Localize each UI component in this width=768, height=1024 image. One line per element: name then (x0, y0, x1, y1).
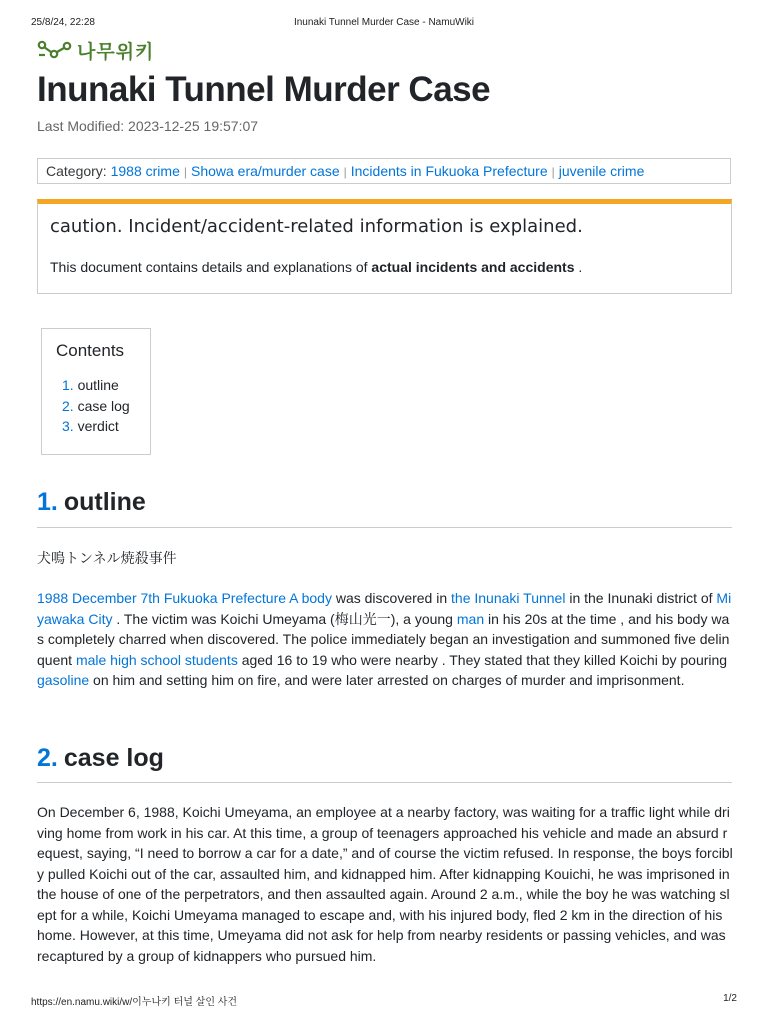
inline-link[interactable]: man (456, 610, 485, 627)
print-datetime: 25/8/24, 22:28 (31, 17, 95, 28)
toc-title: Contents (56, 341, 125, 360)
namuwiki-logo[interactable] (37, 37, 154, 63)
paragraph-text: was discovered in (331, 590, 452, 606)
paragraph-text: . The victim was Koichi Umeyama (梅山光一), a young (112, 610, 457, 627)
paragraph-text: in the Inunaki district of (565, 590, 717, 606)
category-box (37, 158, 731, 184)
section-title: case log (63, 744, 164, 772)
section-number[interactable]: 2. (37, 744, 58, 772)
section-number[interactable]: 1. (37, 488, 58, 516)
logo-text: 나무위키 (77, 40, 155, 63)
section-heading-case-log (37, 744, 732, 783)
toc-label: case log (77, 397, 130, 414)
category-separator: | (183, 165, 187, 179)
japanese-title: 犬鳴トンネル焼殺事件 (37, 551, 177, 567)
namuwiki-tree-icon (37, 39, 73, 61)
toc-item-outline[interactable] (56, 375, 136, 396)
category-link-1988-crime[interactable]: 1988 crime (110, 163, 180, 179)
category-link-fukuoka-incidents[interactable]: Incidents in Fukuoka Prefecture (350, 163, 548, 179)
caution-text-before: This document contains details and explanations of (50, 259, 372, 275)
page-title: Inunaki Tunnel Murder Case (37, 70, 491, 109)
print-header (0, 17, 768, 31)
caution-notice (37, 199, 732, 294)
category-label: Category: (46, 163, 107, 179)
inline-link[interactable]: male high school students (75, 651, 238, 668)
toc-label: verdict (77, 418, 119, 434)
print-page-title: Inunaki Tunnel Murder Case - NamuWiki (293, 17, 475, 28)
category-link-showa-murder[interactable]: Showa era/murder case (190, 163, 340, 179)
outline-paragraph (37, 588, 733, 691)
caution-text-bold: actual incidents and accidents (371, 259, 575, 275)
inline-link[interactable]: gasoline (37, 672, 90, 688)
paragraph-text: on him and setting him on fire, and were later arrested on charges of murder and imprisonment. (89, 672, 685, 688)
case-log-paragraph: On December 6, 1988, Koichi Umeyama, an employee at a nearby factory, was waiting for a traffic light while driving home from work in his car. At this time, a group of teenagers approached his vehicle and made an absurd request, saying, “I need to borrow a car for a date,” and of course the victim refused. In response, the boys forcibly pulled Koichi out of the car, assaulted him, and kidnapped him. After kidnapping Kouichi, he was imprisoned in the house of one of the perpetrators, and then assaulted again. Around 2 a.m., while the boy he was watching slept for a while, Koichi Umeyama managed to escape and, with his injured body, fled 2 km in the direction of his home. However, at this time, Umeyama did not ask for help from nearby residents or passing vehicles, and was recaptured by a group of kidnappers who pursued him. (37, 804, 733, 964)
category-link-juvenile-crime[interactable]: juvenile crime (558, 163, 645, 179)
section-heading-outline (37, 488, 732, 528)
inline-link[interactable]: 1988 December 7th Fukuoka Prefecture A body (37, 590, 332, 606)
section-title: outline (63, 488, 146, 516)
category-separator: | (343, 165, 347, 179)
category-separator: | (551, 165, 555, 179)
toc-item-verdict[interactable] (56, 416, 136, 437)
print-page-number: 1/2 (723, 993, 737, 1004)
caution-title: caution. Incident/accident-related information is explained. (50, 216, 583, 237)
toc-label: outline (77, 377, 119, 393)
toc-number[interactable]: 2. (62, 397, 74, 414)
paragraph-text: in his 20s at the time , and his body was completely charred when discovered. The police immediately began an investigation and summoned five delinquent (37, 610, 730, 668)
inline-link[interactable]: the Inunaki Tunnel (451, 590, 566, 606)
print-url: https://en.namu.wiki/w/이누나키 터널 살인 사건 (31, 997, 238, 1008)
inline-link[interactable]: Miyawaka City (37, 590, 732, 627)
toc-item-case-log[interactable] (56, 396, 136, 417)
toc-number[interactable]: 1. (62, 377, 74, 393)
caution-text (50, 259, 719, 275)
last-modified: Last Modified: 2023-12-25 19:57:07 (37, 118, 259, 134)
table-of-contents (41, 328, 151, 455)
toc-number[interactable]: 3. (62, 418, 74, 434)
paragraph-text: aged 16 to 19 who were nearby . They stated that they killed Koichi by pouring (237, 651, 728, 668)
caution-text-after: . (574, 259, 583, 275)
